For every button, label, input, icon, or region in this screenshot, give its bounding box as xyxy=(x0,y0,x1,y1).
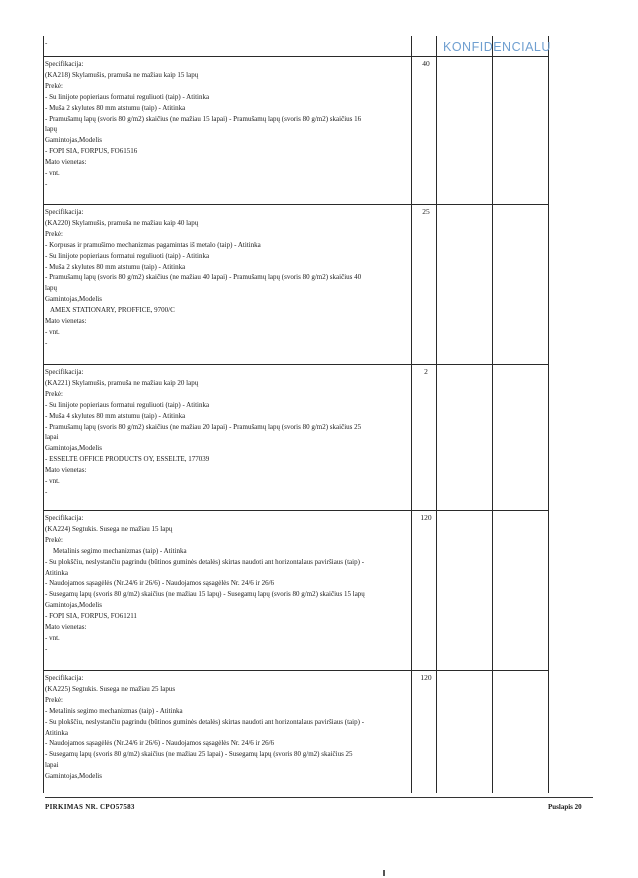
text-line: (KA218) Skylamušis, pramuša ne mažiau kaip 15 lapų xyxy=(45,70,199,79)
text-line: Atitinka xyxy=(45,728,68,737)
text-line: - ESSELTE OFFICE PRODUCTS OY, ESSELTE, 177039 xyxy=(45,455,210,464)
row-divider xyxy=(43,56,549,57)
quantity-value: 25 xyxy=(422,207,430,216)
text-line: Specifikacija: xyxy=(45,208,84,216)
text-line: - vnt. xyxy=(45,169,60,178)
text-line: Gamintojas,Modelis xyxy=(45,136,102,145)
text-line: - xyxy=(45,179,48,188)
text-line: Metalinis segimo mechanizmas (taip) - Atitinka xyxy=(53,546,187,555)
text-line: (KA224) Segtukis. Susega ne mažiau 15 lapų xyxy=(45,524,173,533)
text-line: Gamintojas,Modelis xyxy=(45,601,102,610)
text-line: - xyxy=(45,39,48,47)
procurement-number: PIRKIMAS NR. CPO57583 xyxy=(45,803,135,811)
confidential-stamp: KONFIDENCIALU xyxy=(443,40,551,54)
table-border-col1 xyxy=(411,36,412,793)
text-line: Prekė: xyxy=(45,229,63,238)
text-line: (KA220) Skylamušis, pramuša ne mažiau kaip 40 lapų xyxy=(45,218,199,227)
text-line: - vnt. xyxy=(45,327,60,336)
table-row-specification xyxy=(45,367,407,498)
text-line: Gamintojas,Modelis xyxy=(45,295,102,304)
table-border-col2 xyxy=(436,36,437,793)
text-line: AMEX STATIONARY, PROFFICE, 9700/C xyxy=(50,306,175,315)
row-divider xyxy=(43,670,549,671)
row-divider xyxy=(43,204,549,205)
text-line: Atitinka xyxy=(45,568,68,577)
text-line: - Su plokščiu, neslystančiu pagrindu (būtinos guminės detalės) skirtas naudoti ant horizontalaus paviršiaus (taip) - xyxy=(45,717,365,726)
text-line: - Muša 2 skylutes 80 mm atstumu (taip) - Atitinka xyxy=(45,262,186,271)
text-line: - xyxy=(45,487,48,496)
text-line: (KA221) Skylamušis, pramuša ne mažiau kaip 20 lapų xyxy=(45,378,199,387)
table-row-specification xyxy=(45,207,407,349)
text-line: - Su linijote popieriaus formatui reguliuoti (taip) - Atitinka xyxy=(45,92,210,101)
quantity-value: 120 xyxy=(420,513,432,522)
text-line: Prekė: xyxy=(45,81,63,90)
text-line: - Metalinis segimo mechanizmas (taip) - Atitinka xyxy=(45,706,183,715)
text-line: Prekė: xyxy=(45,535,63,544)
text-line: lapų xyxy=(45,125,58,134)
text-line: Specifikacija: xyxy=(45,514,84,522)
text-line: lapai xyxy=(45,433,59,442)
table-row-specification xyxy=(45,59,407,190)
table-row-specification xyxy=(45,673,407,782)
table-border-right xyxy=(548,36,549,793)
quantity-value: 40 xyxy=(422,59,430,68)
text-line: - Su linijote popieriaus formatui reguliuoti (taip) - Atitinka xyxy=(45,251,210,260)
text-line: - vnt. xyxy=(45,477,60,486)
top-row-text xyxy=(45,38,407,49)
text-line: - Naudojamos sąsagėlės (Nr.24/6 ir 26/6) - Naudojamos sąsagėlės Nr. 24/6 ir 26/6 xyxy=(45,579,275,588)
text-line: Specifikacija: xyxy=(45,60,84,68)
text-line: - Naudojamos sąsagėlės (Nr.24/6 ir 26/6) - Naudojamos sąsagėlės Nr. 24/6 ir 26/6 xyxy=(45,739,275,748)
table-row-specification xyxy=(45,513,407,655)
text-line: lapų xyxy=(45,284,58,293)
text-line: - Pramušamų lapų (svoris 80 g/m2) skaičius (ne mažiau 20 lapai) - Pramušamų lapų (svoris 80 g/m2) skaičius 25 xyxy=(45,422,362,431)
text-line: Mato vienetas: xyxy=(45,466,87,475)
footer-divider xyxy=(45,797,593,798)
text-line: Gamintojas,Modelis xyxy=(45,772,102,781)
text-line: - Su linijote popieriaus formatui reguliuoti (taip) - Atitinka xyxy=(45,400,210,409)
text-line: - Korpusas ir pramušimo mechanizmas pagamintas iš metalo (taip) - Atitinka xyxy=(45,240,261,249)
table-border-col3 xyxy=(492,36,493,793)
text-line: - xyxy=(45,644,48,653)
text-line: Specifikacija: xyxy=(45,674,84,682)
text-line: Mato vienetas: xyxy=(45,317,87,326)
table-border-left xyxy=(43,36,44,793)
text-line: - vnt. xyxy=(45,633,60,642)
text-line: - Muša 2 skylutes 80 mm atstumu (taip) - Atitinka xyxy=(45,103,186,112)
scan-mark xyxy=(383,870,385,876)
text-line: Gamintojas,Modelis xyxy=(45,444,102,453)
text-line: (KA225) Segtukis. Susega ne mažiau 25 lapus xyxy=(45,684,176,693)
row-divider xyxy=(43,510,549,511)
text-line: - FOPI SIA, FORPUS, FO61516 xyxy=(45,147,138,156)
row-divider xyxy=(43,364,549,365)
text-line: - Susegamų lapų (svoris 80 g/m2) skaičius (ne mažiau 15 lapų) - Susegamų lapų (svoris 80 g/m2) skaičius 15 lapų xyxy=(45,590,365,599)
text-line: - Pramušamų lapų (svoris 80 g/m2) skaičius (ne mažiau 15 lapai) - Pramušamų lapų (svoris 80 g/m2) skaičius 16 xyxy=(45,114,362,123)
text-line: - Su plokščiu, neslystančiu pagrindu (būtinos guminės detalės) skirtas naudoti ant horizontalaus paviršiaus (taip) - xyxy=(45,557,365,566)
text-line: Prekė: xyxy=(45,695,63,704)
text-line: - Pramušamų lapų (svoris 80 g/m2) skaičius (ne mažiau 40 lapai) - Pramušamų lapų (svoris 80 g/m2) skaičius 40 xyxy=(45,273,362,282)
text-line: Mato vienetas: xyxy=(45,623,87,632)
text-line: - FOPI SIA, FORPUS, FO61211 xyxy=(45,612,137,621)
quantity-value: 120 xyxy=(420,673,432,682)
page-number: Puslapis 20 xyxy=(548,803,582,811)
text-line: - Muša 4 skylutes 80 mm atstumu (taip) - Atitinka xyxy=(45,411,186,420)
text-line: - xyxy=(45,338,48,347)
text-line: Mato vienetas: xyxy=(45,158,87,167)
text-line: Prekė: xyxy=(45,389,63,398)
text-line: - Susegamų lapų (svoris 80 g/m2) skaičius (ne mažiau 25 lapai) - Susegamų lapų (svoris 80 g/m2) skaičius 25 xyxy=(45,750,353,759)
text-line: lapai xyxy=(45,761,59,770)
quantity-value: 2 xyxy=(424,367,428,376)
text-line: Specifikacija: xyxy=(45,368,84,376)
